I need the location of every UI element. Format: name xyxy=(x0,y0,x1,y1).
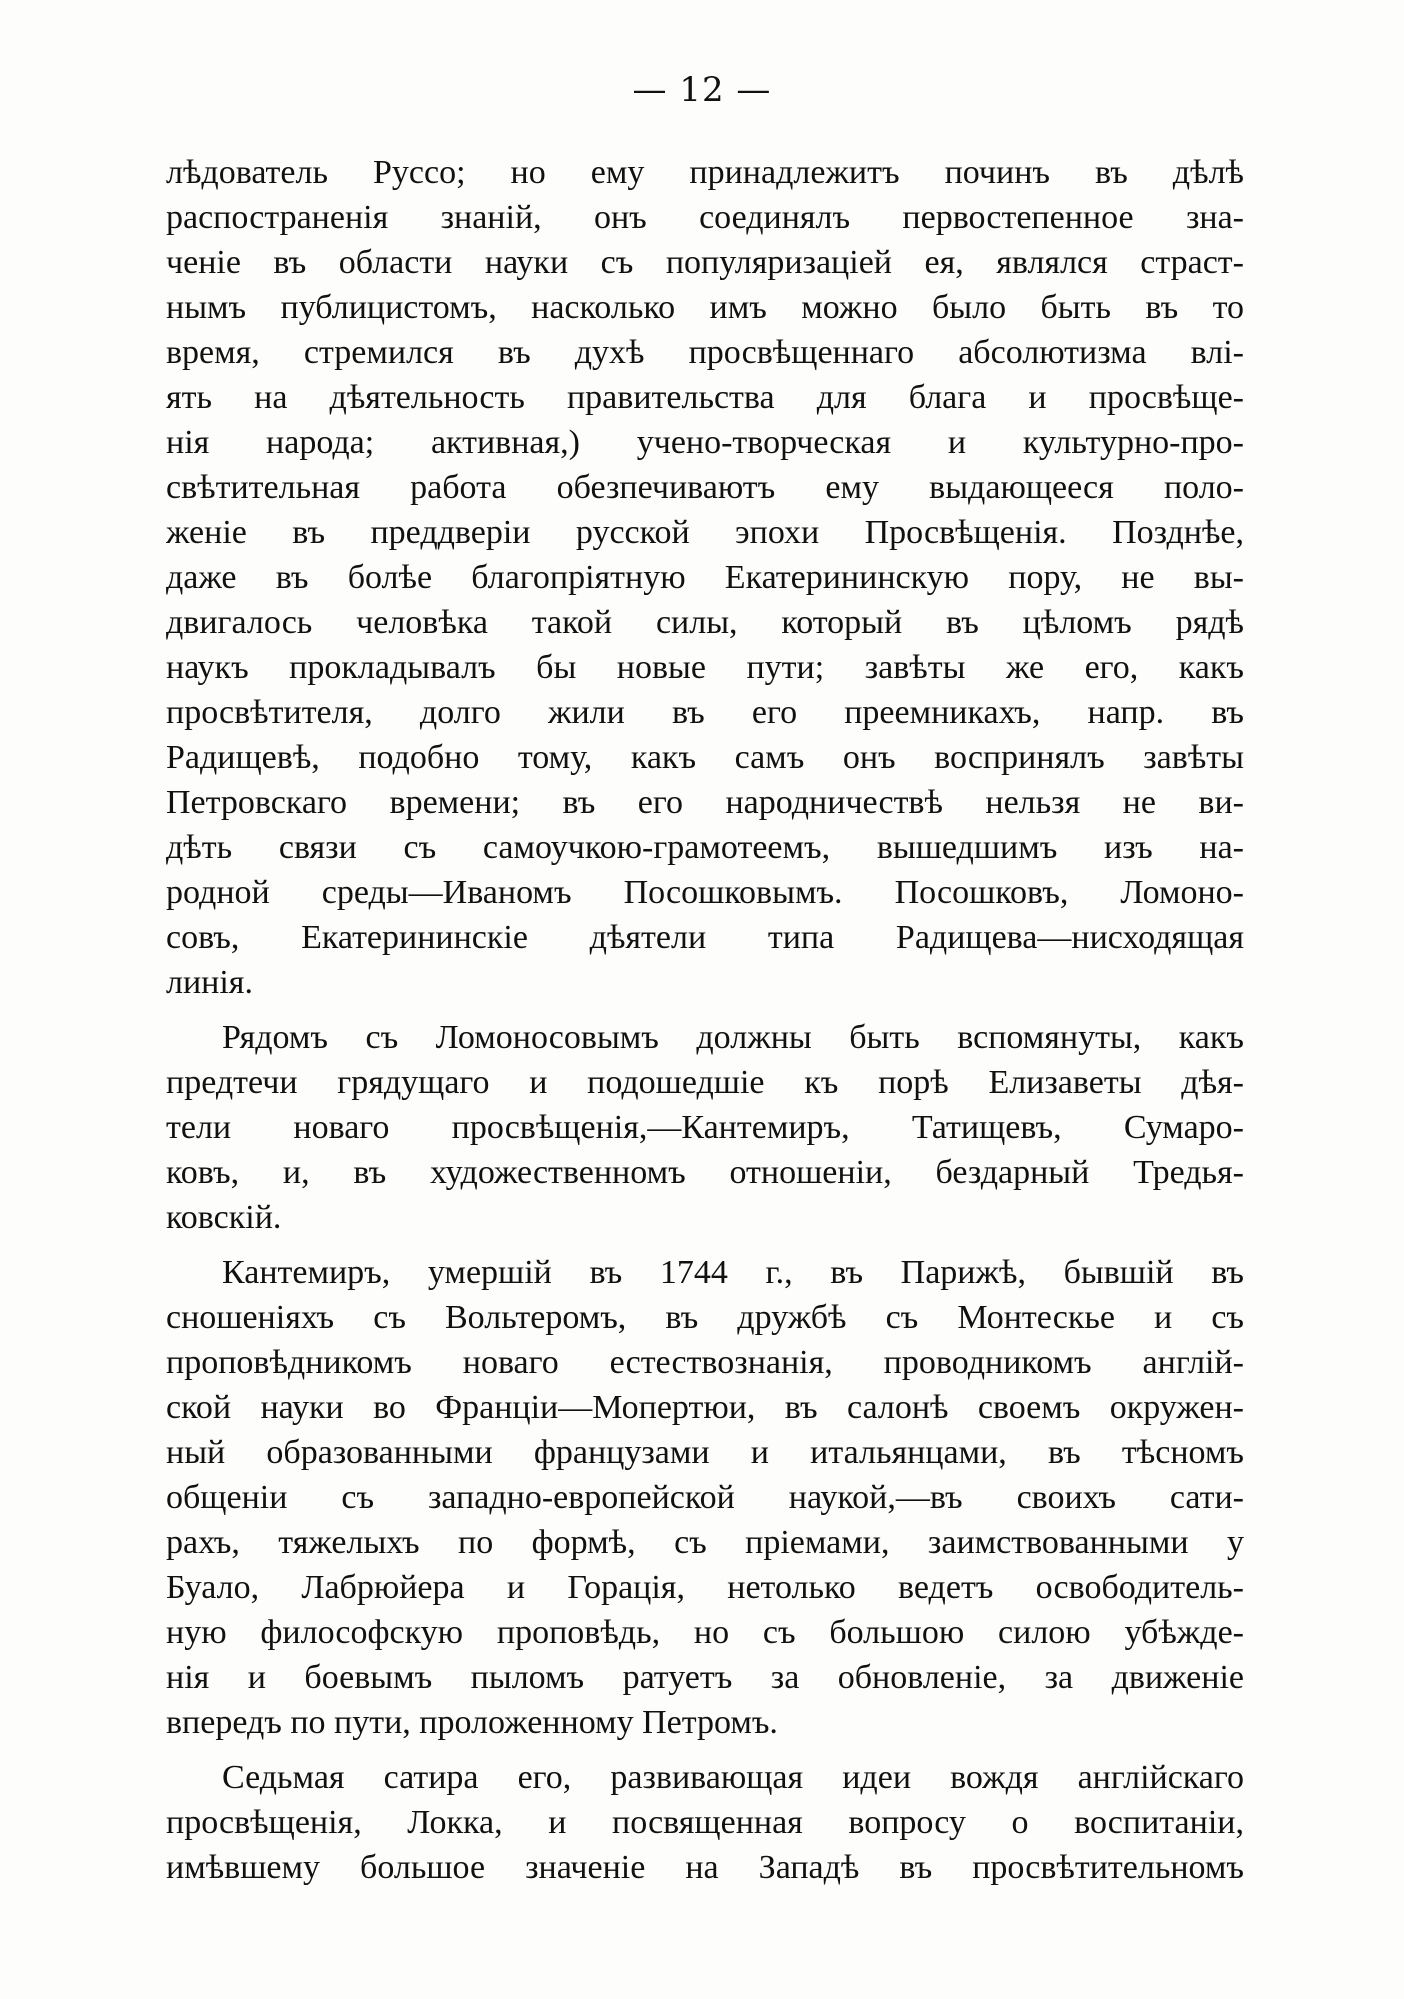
text-line: сношеніяхъ съ Вольтеромъ, въ дружбѣ съ Монтескье и съ xyxy=(166,1299,1244,1336)
body-text xyxy=(166,150,1244,1890)
text-line: совъ, Екатерининскіе дѣятели типа Радищева—нисходящая xyxy=(166,919,1244,956)
paragraph xyxy=(166,150,1244,1005)
paragraph-gap xyxy=(166,1745,1244,1755)
page-number: — 12 — xyxy=(632,70,772,110)
text-line: ять на дѣятельность правительства для блага и просвѣще- xyxy=(166,379,1244,416)
text-line: тели новаго просвѣщенія,—Кантемиръ, Татищевъ, Сумаро- xyxy=(166,1109,1244,1146)
text-line: распостраненія знаній, онъ соединялъ первостепенное зна- xyxy=(166,199,1244,236)
paragraph xyxy=(166,1015,1244,1240)
text-line: родной среды—Иваномъ Посошковымъ. Посошковъ, Ломоно- xyxy=(166,874,1244,911)
text-line: впередъ по пути, проложенному Петромъ. xyxy=(166,1704,778,1741)
text-line: Кантемиръ, умершій въ 1744 г., въ Парижѣ, бывшій въ xyxy=(222,1254,1244,1291)
text-line: Рядомъ съ Ломоносовымъ должны быть вспомянуты, какъ xyxy=(222,1019,1244,1056)
text-line: нія народа; активная,) учено-творческая и культурно-про- xyxy=(166,424,1244,461)
text-line: предтечи грядущаго и подошедшіе къ порѣ Елизаветы дѣя- xyxy=(166,1064,1244,1101)
text-line: имѣвшему большое значеніе на Западѣ въ просвѣтительномъ xyxy=(166,1849,1244,1886)
text-line: нымъ публицистомъ, насколько имъ можно было быть въ то xyxy=(166,289,1244,326)
text-line: Радищевѣ, подобно тому, какъ самъ онъ воспринялъ завѣты xyxy=(166,739,1244,776)
text-line: двигалось человѣка такой силы, который въ цѣломъ рядѣ xyxy=(166,604,1244,641)
text-line: рахъ, тяжелыхъ по формѣ, съ пріемами, заимствованными у xyxy=(166,1524,1244,1561)
text-line: просвѣщенія, Локка, и посвященная вопросу о воспитаніи, xyxy=(166,1804,1244,1841)
text-line: дѣть связи съ самоучкою-грамотеемъ, вышедшимъ изъ на- xyxy=(166,829,1244,866)
text-line: ченіе въ области науки съ популяризаціей ея, являлся страст- xyxy=(166,244,1244,281)
text-line: ную философскую проповѣдь, но съ большою силою убѣжде- xyxy=(166,1614,1244,1651)
text-line: свѣтительная работа обезпечиваютъ ему выдающееся поло- xyxy=(166,469,1244,506)
text-line: наукъ прокладывалъ бы новые пути; завѣты же его, какъ xyxy=(166,649,1244,686)
paragraph-gap xyxy=(166,1005,1244,1015)
text-line: Буало, Лабрюйера и Горація, нетолько ведетъ освободитель- xyxy=(166,1569,1244,1606)
text-line: лѣдователь Руссо; но ему принадлежитъ починъ въ дѣлѣ xyxy=(166,154,1244,191)
paragraph xyxy=(166,1755,1244,1890)
text-line: линія. xyxy=(166,964,253,1001)
text-line: проповѣдникомъ новаго естествознанія, проводникомъ англій- xyxy=(166,1344,1244,1381)
text-line: Седьмая сатира его, развивающая идеи вождя англійскаго xyxy=(222,1759,1244,1796)
text-line: даже въ болѣе благопріятную Екатерининскую пору, не вы- xyxy=(166,559,1244,596)
text-line: общеніи съ западно-европейской наукой,—въ своихъ сати- xyxy=(166,1479,1244,1516)
text-line: женіе въ преддверіи русской эпохи Просвѣщенія. Позднѣе, xyxy=(166,514,1244,551)
text-line: Петровскаго времени; въ его народничествѣ нельзя не ви- xyxy=(166,784,1244,821)
text-line: нія и боевымъ пыломъ ратуетъ за обновленіе, за движеніе xyxy=(166,1659,1244,1696)
paragraph xyxy=(166,1250,1244,1745)
text-line: просвѣтителя, долго жили въ его преемникахъ, напр. въ xyxy=(166,694,1244,731)
paragraph-gap xyxy=(166,1240,1244,1250)
text-line: ковъ, и, въ художественномъ отношеніи, бездарный Тредья- xyxy=(166,1154,1244,1191)
text-line: время, стремился въ духѣ просвѣщеннаго абсолютизма влі- xyxy=(166,334,1244,371)
text-line: ковскій. xyxy=(166,1199,282,1236)
text-line: ный образованными французами и итальянцами, въ тѣсномъ xyxy=(166,1434,1244,1471)
text-line: ской науки во Франціи—Мопертюи, въ салонѣ своемъ окружен- xyxy=(166,1389,1244,1426)
